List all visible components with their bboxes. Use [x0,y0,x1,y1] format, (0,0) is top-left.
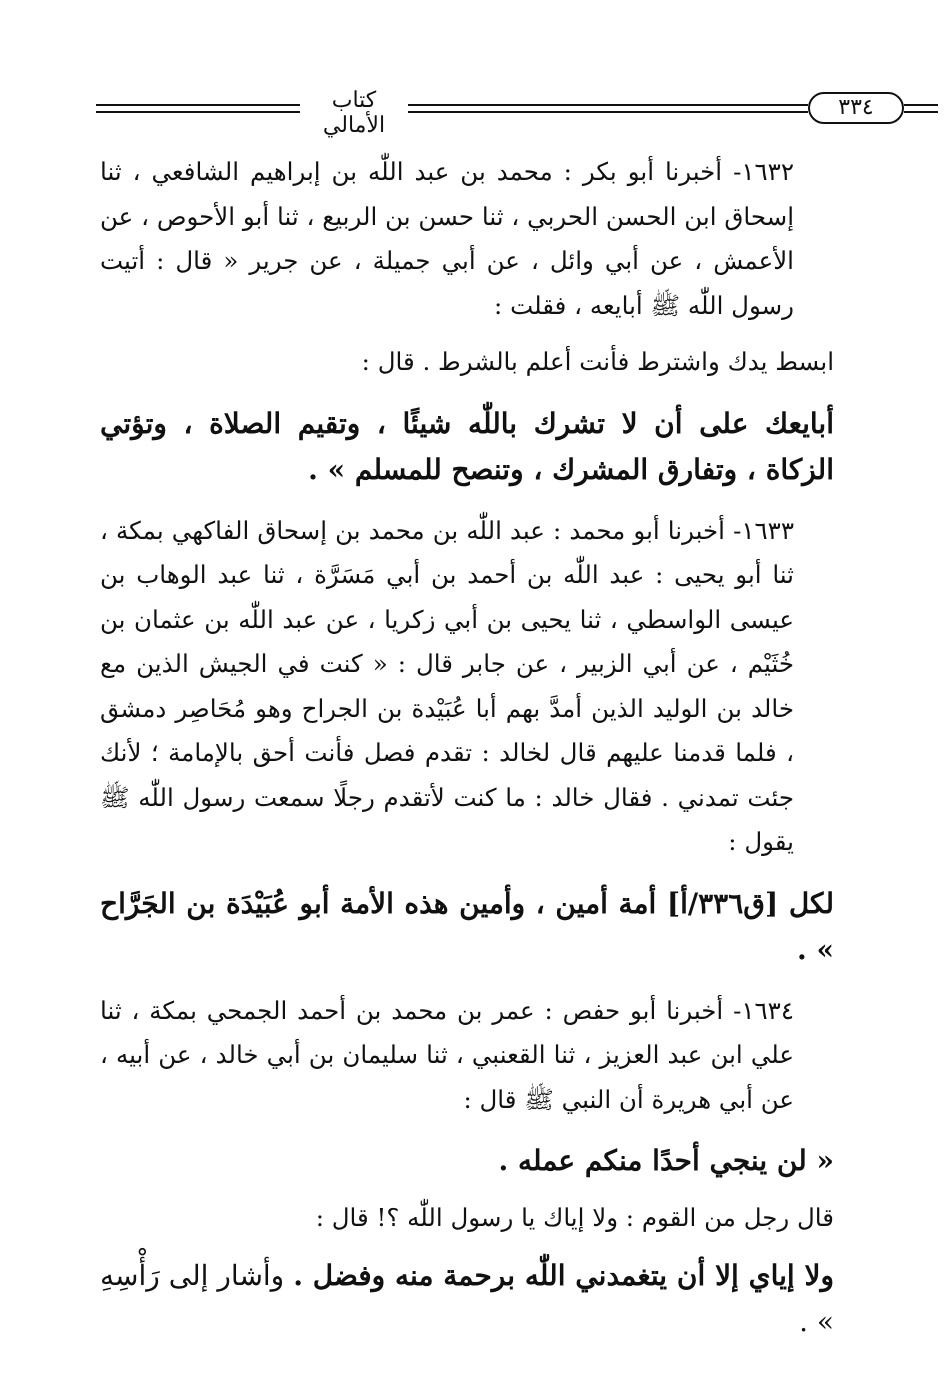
hadith-1634-answer-bold: ولا إياي إلا أن يتغمدني اللّٰه برحمة منه وفضل . [293,1258,835,1292]
hadith-1634-answer [100,1253,834,1345]
hadith-1634-isnad: ١٦٣٤- أخبرنا أبو حفص : عمر بن محمد بن أحمد الجمحي بمكة ، ثنا علي ابن عبد العزيز ، ثنا القعنبي ، ثنا سليمان بن أبي خالد ، عن أبيه ، عن أبي هريرة أن النبي ﷺ قال : [100,995,794,1114]
hadith-1633-matn: لكل [ق٣٣٦/أ] أمة أمين ، وأمين هذه الأمة أبو عُبَيْدَة بن الجَرَّاح » . [100,886,835,966]
page-header [96,84,874,138]
hadith-1634-question: قال رجل من القوم : ولا إياك يا رسول اللّٰه ؟! قال : [315,1203,834,1232]
page-body [100,150,834,1345]
header-rule-middle [408,104,808,113]
book-title: كتاب الأمالي [322,88,386,138]
hadith-1633-isnad: ١٦٣٣- أخبرنا أبو محمد : عبد اللّٰه بن محمد بن إسحاق الفاكهي بمكة ، ثنا أبو يحيى : عبد اللّٰه بن أحمد بن أبي مَسَرَّة ، ثنا عبد الوهاب بن عيسى الواسطي ، ثنا يحيى بن أبي زكريا ، عن عبد اللّٰه بن عثمان بن خُثَيْم ، عن أبي الزبير ، عن جابر قال : « كنت في الجيش الذين مع خالد بن الوليد الذين أمدَّ بهم أبا عُبَيْدة بن الجراح وهو مُحَاصِر دمشق ، فلما قدمنا عليهم قال لخالد : تقدم فصل فأنت أحق بالإمامة ؛ لأنك جئت تمدني . فقال خالد : ما كنت لأتقدم رجلًا سمعت رسول اللّٰه ﷺ يقول : [100,515,794,856]
hadith-1632-matn: أبايعك على أن لا تشرك باللّٰه شيئًا ، وتقيم الصلاة ، وتؤتي الزكاة ، وتفارق المشرك ، وتنصح للمسلم » . [100,406,834,486]
header-rule-right [904,104,938,113]
hadith-1634-answer-tail: وأشار إلى رَأْسِهِ » . [100,1258,834,1338]
page-number: ٣٣٤ [808,92,904,124]
hadith-1634-matn: « لن ينجي أحدًا منكم عمله . [498,1144,834,1177]
hadith-1632-continuation: ابسط يدك واشترط فأنت أعلم بالشرط . قال : [361,347,834,376]
header-rule-left [96,104,300,113]
hadith-1632-isnad: ١٦٣٢- أخبرنا أبو بكر : محمد بن عبد اللّٰه بن إبراهيم الشافعي ، ثنا إسحاق ابن الحسن الحربي ، ثنا حسن بن الربيع ، ثنا أبو الأحوص ، عن الأعمش ، عن أبي وائل ، عن أبي جميلة ، عن جرير « قال : أتيت رسول اللّٰه ﷺ أبايعه ، فقلت : [100,157,794,320]
